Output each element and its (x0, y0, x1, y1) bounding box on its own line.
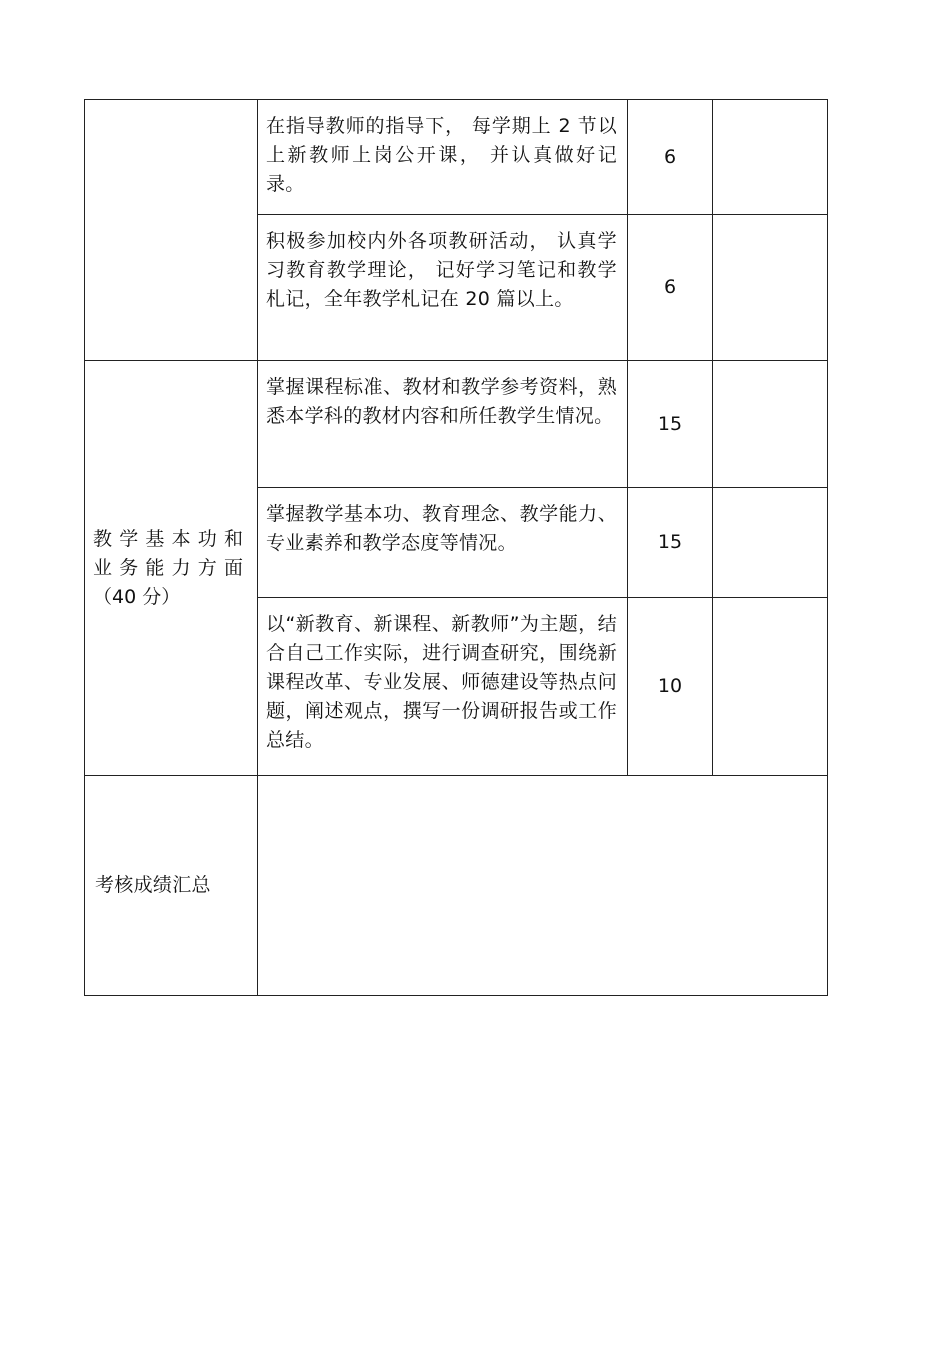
summary-value[interactable] (258, 776, 828, 996)
item-description: 在指导教师的指导下， 每学期上 2 节以上新教师上岗公开课， 并认真做好记录。 (266, 115, 617, 195)
item-remark[interactable] (713, 361, 828, 488)
summary-row (85, 776, 828, 996)
item-remark[interactable] (713, 488, 828, 598)
item-description-cell (258, 598, 628, 776)
item-remark[interactable] (713, 100, 828, 215)
category-teaching-skills (85, 361, 258, 776)
item-score: 6 (628, 100, 713, 215)
category-line: （40 分） (93, 585, 181, 608)
item-description-cell (258, 100, 628, 215)
item-description-cell (258, 488, 628, 598)
item-remark[interactable] (713, 215, 828, 361)
category-cell-continued (85, 100, 258, 361)
item-score: 10 (628, 598, 713, 776)
item-description: 掌握课程标准、教材和教学参考资料，熟悉本学科的教材内容和所任教学生情况。 (266, 376, 617, 427)
summary-label: 考核成绩汇总 (85, 776, 258, 996)
item-description-cell (258, 215, 628, 361)
item-remark[interactable] (713, 598, 828, 776)
table-row (85, 361, 828, 488)
item-score: 15 (628, 488, 713, 598)
item-score: 15 (628, 361, 713, 488)
table-row (85, 100, 828, 215)
assessment-table (84, 99, 828, 996)
category-line: 业务能力方面 (93, 556, 249, 579)
item-description: 以“新教育、新课程、新教师”为主题，结合自己工作实际，进行调查研究，围绕新课程改革、专业发展、师德建设等热点问题，阐述观点，撰写一份调研报告或工作总结。 (266, 613, 617, 751)
item-score: 6 (628, 215, 713, 361)
item-description: 积极参加校内外各项教研活动， 认真学习教育教学理论， 记好学习笔记和教学札记，全年教学札记在 20 篇以上。 (266, 230, 617, 310)
category-line: 教学基本功和 (93, 527, 249, 550)
item-description: 掌握教学基本功、教育理念、教学能力、专业素养和教学态度等情况。 (266, 503, 617, 554)
item-description-cell (258, 361, 628, 488)
